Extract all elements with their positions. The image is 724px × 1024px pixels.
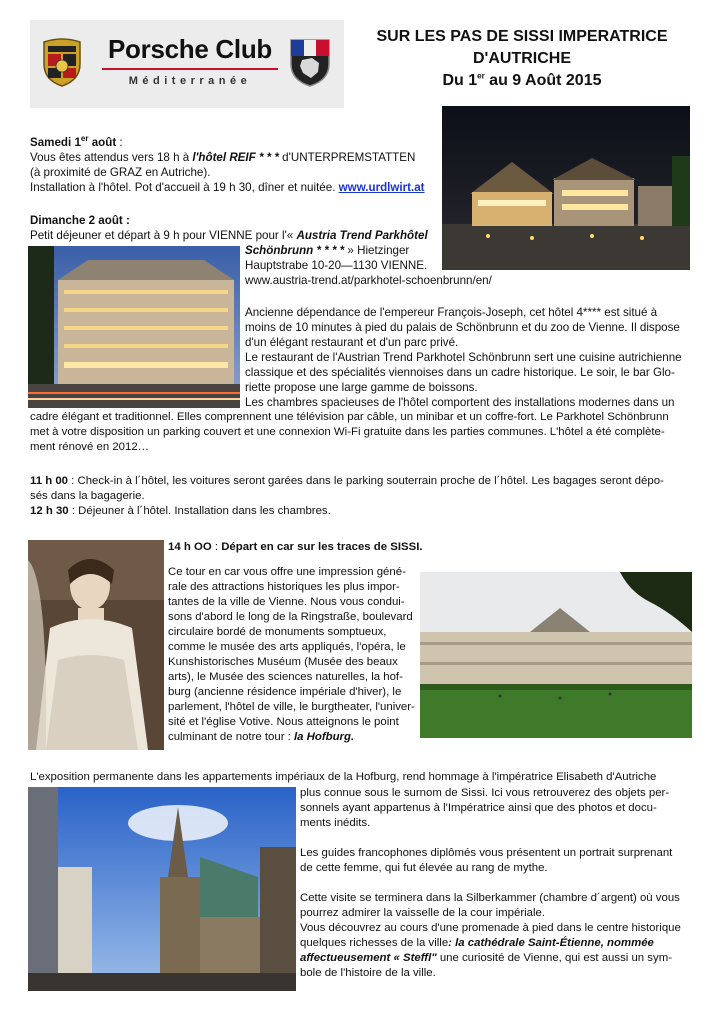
- spacer: [300, 831, 694, 846]
- dimanche-line-1: Petit déjeuner et départ à 9 h pour VIENNE pour l'« Austria Trend Parkhôtel: [30, 229, 428, 242]
- title-line-1: SUR LES PAS DE SISSI IMPERATRICE: [376, 28, 668, 45]
- guides-line: Les guides francophones diplômés vous présentent un portrait surprenant: [300, 847, 673, 859]
- tour-last-line: culminant de notre tour : la Hofburg.: [168, 731, 355, 743]
- para1-line: moins de 10 minutes à pied du palais de Schönbrunn et du zoo de Vienne. Il dispose: [245, 321, 680, 334]
- hofburg-photo: [420, 572, 692, 738]
- tour-line: rale des attractions historiques les plus impor-: [168, 581, 400, 593]
- samedi-heading: Samedi 1er août :: [30, 134, 123, 149]
- expo-line: sonnels ayant appartenus à l'Impératrice ainsi que des photos et docu-: [300, 802, 657, 814]
- para3-line: Les chambres spacieuses de l'hôtel comportent des installations modernes dans un: [245, 396, 675, 409]
- walk-line: affectueusement « Steffl" une curiosité de Vienne, qui est aussi un sym-: [300, 952, 672, 964]
- dimanche-heading: Dimanche 2 août :: [30, 214, 130, 227]
- para2-line: classique et des spécialités viennoises dans un cadre historique. Le soir, le bar Glo-: [245, 366, 675, 379]
- title-line-2: D'AUTRICHE: [472, 50, 572, 67]
- tour-line: tantes de la ville de Vienne. Nous vous condui-: [168, 596, 405, 608]
- para3-line: cadre élégant et traditionnel. Elles comprennent une télévision par câble, un minibar et un coffre-fort. Le Parkhotel Schönbrunn: [30, 411, 669, 423]
- para3-line: ment rénové en 2012…: [30, 441, 150, 453]
- club-name-underline: [102, 68, 278, 70]
- spacer: [300, 876, 694, 891]
- parkhotel-address: [245, 243, 685, 288]
- para2-line: riette propose une large gamme de boissons.: [245, 381, 478, 394]
- france-map-shield-icon: [288, 36, 332, 88]
- dimanche-heading-block: [30, 213, 440, 243]
- silberkammer-line: pourrez admirer la vaisselle de la cour impériale.: [300, 907, 546, 919]
- expo-section: [300, 786, 694, 981]
- spacer: [168, 555, 438, 565]
- page-title: [352, 26, 692, 92]
- para3-line: met à votre disposition un parking couvert et une connexion Wi-Fi gratuite dans les parties communes. L'hôtel a été complète-: [30, 426, 665, 438]
- porsche-crest-icon: [40, 36, 84, 88]
- samedi-line-1: Vous êtes attendus vers 18 h à l'hôtel REIF * * * d'UNTERPREMSTATTEN: [30, 151, 416, 164]
- stephansdom-photo: [28, 787, 296, 991]
- schedule-block: [30, 474, 694, 519]
- schedule-1230: 12 h 30 : Déjeuner à l´hôtel. Installation dans les chambres.: [30, 505, 331, 517]
- walk-line: Vous découvrez au cours d'une promenade à pied dans le centre historique: [300, 922, 681, 934]
- parkhotel-rooms: [30, 410, 694, 455]
- tour-line: Kunshistorisches Muséum (Musée des beaux: [168, 656, 398, 668]
- parkhotel-schoenbrunn-photo: [28, 246, 240, 408]
- tour-line: circulaire bordé de monuments somptueux,: [168, 626, 387, 638]
- dimanche-line-2: Schönbrunn * * * * » Hietzinger: [245, 244, 410, 257]
- para2-line: Le restaurant de l'Austrian Trend Parkhotel Schönbrunn sert une cuisine autrichienne: [245, 351, 682, 364]
- tour-line: parlement, l'hôtel de ville, le burgtheater, l'univer-: [168, 701, 415, 713]
- tour-line: sons d'abord le long de la Ringstraße, boulevard: [168, 611, 413, 623]
- schedule-1400: 14 h OO : Départ en car sur les traces de SISSI.: [168, 541, 423, 553]
- sissi-portrait-photo: [28, 540, 164, 750]
- club-name: Porsche Club: [108, 34, 272, 64]
- para1-line: Ancienne dépendance de l'empereur François-Joseph, cet hôtel 4**** est situé à: [245, 306, 658, 319]
- hotel-reif-link[interactable]: www.urdlwirt.at: [338, 181, 425, 194]
- dimanche-line-3: Hauptstrabe 10-20—1130 VIENNE.: [245, 259, 428, 272]
- para1-line: d'un élégant restaurant et d'un parc privé.: [245, 336, 459, 349]
- expo-line: L'exposition permanente dans les appartements impériaux de la Hofburg, rend hommage à l'impératrice Elisabeth d'Autriche: [30, 771, 657, 783]
- expo-line: ments inédits.: [300, 817, 371, 829]
- expo-line: plus connue sous le surnom de Sissi. Ici vous retrouverez des objets per-: [300, 787, 670, 799]
- samedi-line-3: Installation à l'hôtel. Pot d'accueil à 19 h 30, dîner et nuitée. www.urdlwirt.at: [30, 181, 425, 194]
- tour-line: comme le musée des arts appliqués, l'opéra, le: [168, 641, 406, 653]
- walk-line: quelques richesses de la ville: la cathédrale Saint-Étienne, nommée: [300, 937, 654, 949]
- parkhotel-url[interactable]: www.austria-trend.at/parkhotel-schoenbrunn/en/: [245, 274, 492, 287]
- title-line-3: Du 1er au 9 Août 2015: [442, 71, 602, 89]
- tour-section: [168, 540, 438, 745]
- expo-line-1-block: [30, 770, 694, 785]
- tour-line: sité et l'église Votive. Nous atteignons le point: [168, 716, 399, 728]
- silberkammer-line: Cette visite se terminera dans la Silberkammer (chambre d´argent) où vous: [300, 892, 680, 904]
- samedi-section: [30, 135, 440, 195]
- club-region: Méditerranée: [128, 75, 252, 87]
- schedule-1100: 11 h 00 : Check-in à l´hôtel, les voitures seront garées dans le parking souterrain proche de l´hôtel. Les bagages seront dépo-: [30, 475, 664, 487]
- tour-line: Ce tour en car vous offre une impression géné-: [168, 566, 406, 578]
- tour-line: burg (ancienne résidence impériale d'hiver), le: [168, 686, 402, 698]
- samedi-line-2: (à proximité de GRAZ en Autriche).: [30, 166, 211, 179]
- schedule-1100-cont: sés dans la bagagerie.: [30, 490, 145, 502]
- tour-line: arts), le Musée des sciences naturelles, la hof-: [168, 671, 403, 683]
- parkhotel-description: [245, 305, 691, 410]
- walk-line: bole de l'histoire de la ville.: [300, 967, 436, 979]
- guides-line: de cette femme, qui fut élevée au rang de mythe.: [300, 862, 548, 874]
